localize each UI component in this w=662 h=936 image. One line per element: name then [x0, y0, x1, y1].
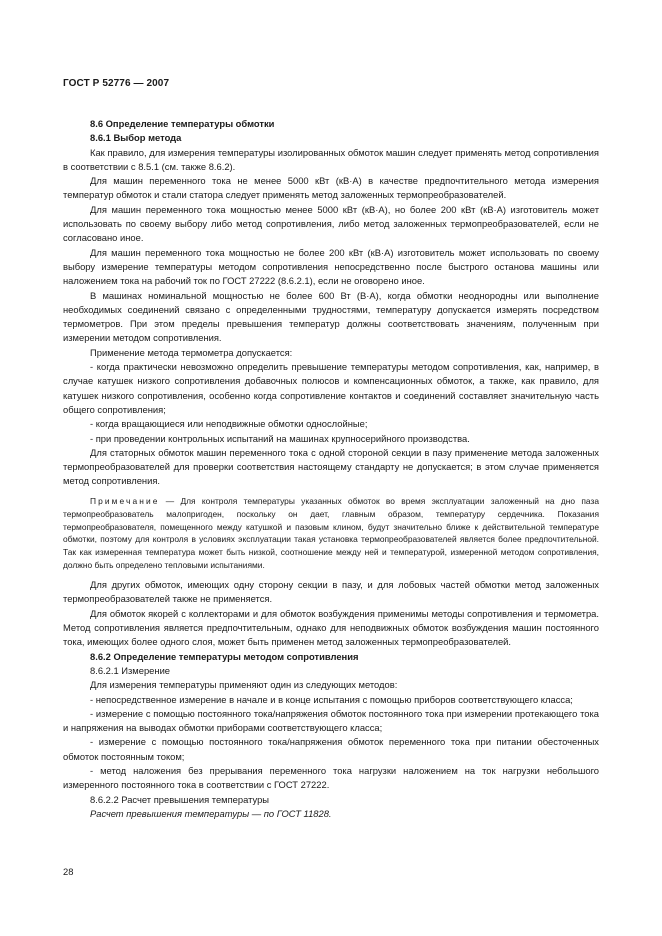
list-item: - когда практически невозможно определить превышение температуры методом сопротивления, как, например, в случае катушек низкого сопротивления добавочных полюсов и компенсационных обмоток, а также, как правило, для катушек низкого сопротивления, особенно когда сопротивление контактов и соединений составляет значительную часть общего сопротивления;: [63, 361, 599, 415]
paragraph: Для машин переменного тока не менее 5000 кВт (кВ·А) в качестве предпочтительного метода измерения температур обмоток и стали статора следует применять метод заложенных термопреобразователей.: [63, 175, 599, 201]
paragraph: Для статорных обмоток машин переменного тока с одной стороной секции в пазу применение метода заложенных термопреобразователей для проверки соответствия настоящему стандарту не допускается; в этом случае применяется метод сопротивления.: [63, 446, 599, 487]
note-text: — Для контроля температуры указанных обмоток во время эксплуатации заложенный на дно паза термопреобразователь малопригоден, поскольку он дает, главным образом, температуру сердечника. Показания термопреобразователя, помещенного между катушкой и пазовым клином, будут значительно ближе к действительной температуре обмотки, поэтому для контроля в условиях эксплуатации такая установка термопреобразователей является более предпочтительной. Так как измеренная температура может быть низкой, соотношение между ней и температурой, измеренной методом сопротивления, должно быть определено тепловыми испытаниями.: [63, 495, 599, 571]
paragraph: Для других обмоток, имеющих одну сторону секции в пазу, и для лобовых частей обмотки метод заложенных термопреобразователей также не применяется.: [63, 579, 599, 605]
paragraph: Как правило, для измерения температуры изолированных обмоток машин следует применять метод сопротивления в соответствии с 8.5.1 (см. также 8.6.2).: [63, 146, 599, 172]
subsection-title: 8.6.2 Определение температуры методом сопротивления: [90, 650, 359, 662]
paragraph: Для измерения температуры применяют один из следующих методов:: [90, 679, 398, 691]
page-number: 28: [63, 866, 74, 877]
list-item: - непосредственное измерение в начале и в конце испытания с помощью приборов соответствующего класса;: [90, 693, 573, 705]
paragraph: Применение метода термометра допускается:: [90, 346, 293, 358]
paragraph: В машинах номинальной мощностью не более 600 Вт (В·А), когда обмотки неоднородны или выполнение необходимых соединений связано с определенными трудностями, температуру допускается измерять посредством термометров. При этом пределы превышения температур должны соответствовать значениям, полученным при измерении методом сопротивления.: [63, 289, 599, 344]
document-header: ГОСТ Р 52776 — 2007: [63, 78, 170, 89]
note: [63, 495, 599, 572]
italic-reference: Расчет превышения температуры — по ГОСТ 11828.: [90, 807, 332, 819]
note-label: Примечание: [90, 495, 160, 506]
paragraph: Для обмоток якорей с коллекторами и для обмоток возбуждения применимы методы сопротивления и термометра. Метод сопротивления является предпочтительным, однако для неподвижных обмоток возбуждения машин постоянного тока, имеющих более одного слоя, может быть применен метод заложенных термопреобразователей.: [63, 607, 599, 648]
paragraph: Для машин переменного тока мощностью менее 5000 кВт (кВ·А), но более 200 кВт (кВ·А) изготовитель может использовать по своему выбору либо метод сопротивления, либо метод заложенных термопреобразователей, если не согласовано иное.: [63, 203, 599, 244]
list-item: - когда вращающиеся или неподвижные обмотки однослойные;: [90, 418, 368, 430]
section-title: 8.6 Определение температуры обмотки: [90, 118, 275, 129]
list-item: - измерение с помощью постоянного тока/напряжения обмоток постоянного тока при измерении протекающего тока и напряжения на выводах обмотки приборами соответствующего класса;: [63, 707, 599, 734]
list-item: - при проведении контрольных испытаний на машинах крупносерийного производства.: [90, 432, 470, 444]
paragraph: Для машин переменного тока мощностью не более 200 кВт (кВ·А) изготовитель может использовать по своему выбору измерение температуры методом сопротивления непосредственно после быстрого останова машины или наложением тока на рабочий ток по ГОСТ 27222 (8.6.2.1), если не оговорено иное.: [63, 246, 599, 287]
list-item: - метод наложения без прерывания переменного тока нагрузки наложением на ток нагрузки небольшого измеренного постоянного тока в соответствии с ГОСТ 27222.: [63, 765, 599, 791]
subsection-title: 8.6.1 Выбор метода: [90, 132, 182, 144]
clause-title: 8.6.2.2 Расчет превышения температуры: [90, 793, 270, 805]
page-content: [63, 117, 599, 821]
clause-title: 8.6.2.1 Измерение: [90, 664, 171, 676]
list-item: - измерение с помощью постоянного тока/напряжения обмоток переменного тока при питании обесточенных обмоток постоянным током;: [63, 736, 599, 762]
